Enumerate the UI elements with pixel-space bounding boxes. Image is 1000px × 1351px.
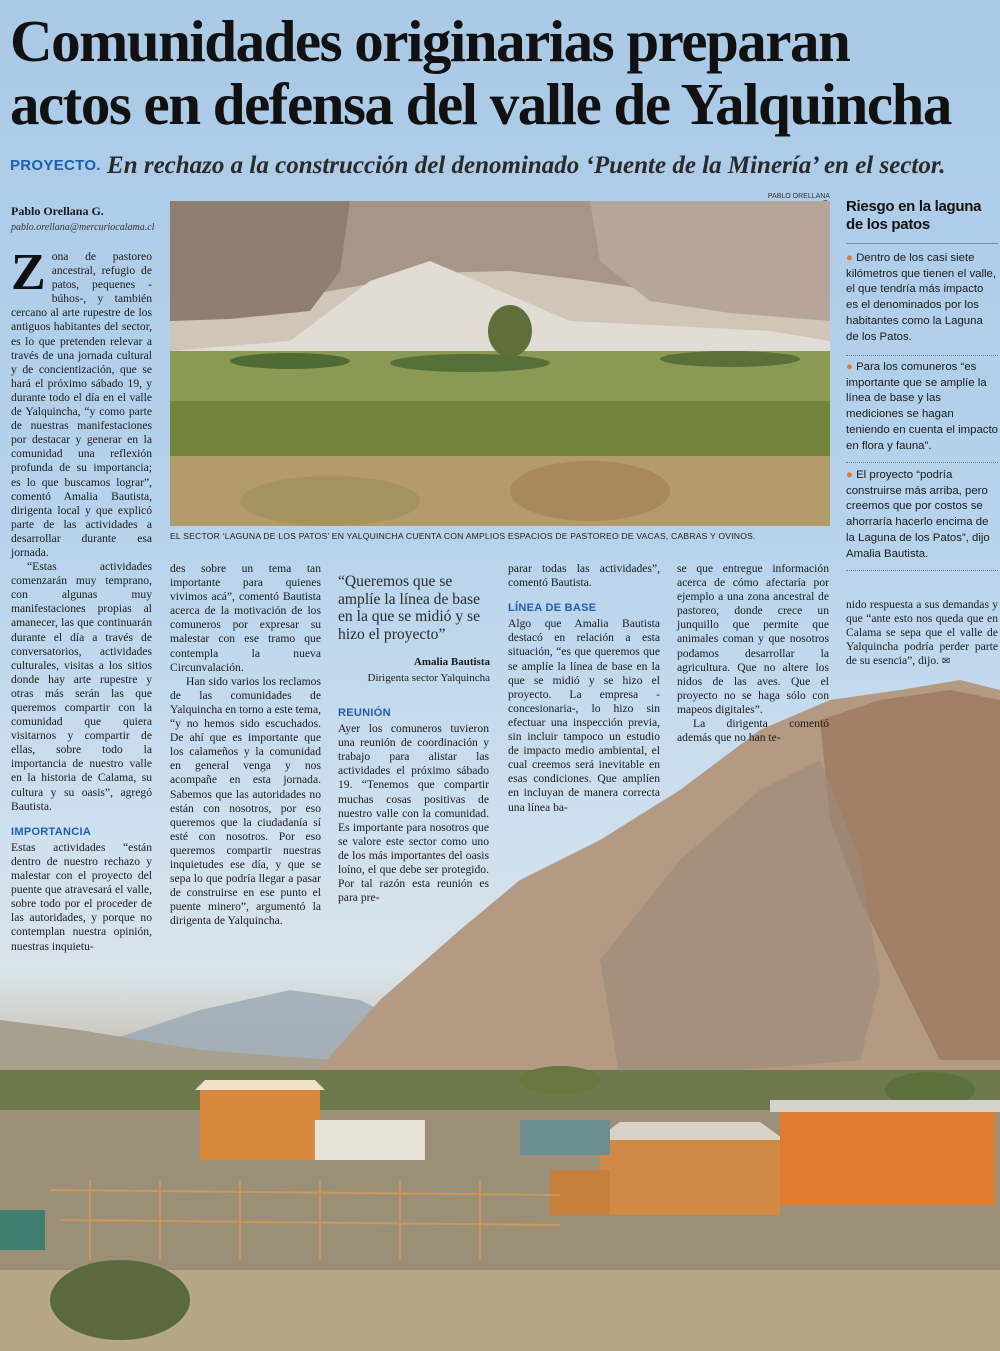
paragraph-6: Ayer los comuneros tuvieron una reunión de coordinación y trabajo para alistar las actividades el próximo sábado 19. “Tenemos que compartir muchas cosas positivas de nuestro valle con la comunidad. Es importante para nosotros que se valore este sector como uno de los más importantes del oasis loíno, el que debe ser protegido. Por tal razón esta reunión es para pre- <box>338 722 489 905</box>
paragraph-7: parar todas las actividades”, comentó Bautista. <box>508 562 660 590</box>
bullet-icon: ● <box>846 361 853 373</box>
section-heading-reunion: REUNIÓN <box>338 707 391 719</box>
article-column-4 <box>508 562 660 815</box>
article-column-1 <box>11 244 152 954</box>
section-heading-linea-de-base: LÍNEA DE BASE <box>508 602 597 615</box>
sidebar-separator <box>846 570 998 571</box>
pull-quote-role: Dirigenta sector Yalquincha <box>367 672 490 684</box>
paragraph-3: Estas actividades “están dentro de nuestro rechazo y malestar con el proyecto del puente que atravesará el valle, sobre todo por el proceder de las autoridades, y porque no contemplan nuestra opinión, nuestras inquietu- <box>11 840 152 953</box>
paragraph-9: se que entregue información acerca de cómo afectaría por ejemplo a una zona ancestral de pastoreo, donde crece un junquillo que permite que animales coman y que nosotros podamos desarrollar la agricultura. Que no altere los nidos de las aves. Que el proyecto no se haga sólo con mapeos digitales”. <box>677 562 829 716</box>
photo-credit: PABLO ORELLANA <box>767 193 830 200</box>
pull-quote: “Queremos que se amplíe la línea de base en la que se midió y se hizo el proyecto” <box>338 573 481 643</box>
article-column-5 <box>677 562 829 745</box>
paragraph-11: nido respuesta a sus demandas y que “ante esto nos queda que en Calama se sepa que el valle de Yalquincha podría perder parte de su esencia”, dijo. <box>846 598 998 668</box>
paragraph-1: ona de pastoreo ancestral, refugio de patos, pequenes -búhos-, y también cercano al arte rupestre de los antiguos habitantes del sector, es lo que pretenden relevar a través de una jornada cultural y de concientización, que se hará el próximo sábado 19, y durante todo el día en el valle de Yalquincha, “y como parte de nuestras manifestaciones por destacar y generar en la comunidad una reflexión profunda de su importancia; es lo que buscamos lograr”, comentó Amalia Bautista, dirigenta local y que explicó parte de las actividades a desarrollar durante esa jornada. <box>11 250 152 559</box>
sidebar-title: Riesgo en la laguna de los patos <box>846 198 982 233</box>
article-column-2 <box>170 562 321 928</box>
author-email: pablo.orellana@mercuriocalama.cl <box>11 222 155 233</box>
bullet-icon: ● <box>846 252 853 264</box>
bullet-icon: ● <box>846 469 853 481</box>
author-name: Pablo Orellana G. <box>11 204 104 218</box>
sidebar-item-text: Para los comuneros “es importante que se amplíe la línea de base y las mediciones se hagan teniendo en cuenta el impacto en flora y fauna”. <box>846 361 998 452</box>
article-column-6 <box>846 598 998 669</box>
sidebar-item <box>846 360 998 454</box>
subheadline <box>10 152 995 180</box>
subheadline-text: En rechazo a la construcción del denominado ‘Puente de la Minería’ en el sector. <box>107 152 946 179</box>
paragraph-4: des sobre un tema tan importante para quienes vivimos acá”, comentó Bautista acerca de la motivación de los comuneros por expresar su malestar con ese tramo que contempla la nueva Circunvalación. <box>170 562 321 674</box>
kicker-label: PROYECTO. <box>10 157 101 174</box>
sidebar-item <box>846 468 998 562</box>
sidebar-separator <box>846 355 998 356</box>
photo-caption: EL SECTOR ‘LAGUNA DE LOS PATOS’ EN YALQUINCHA CUENTA CON AMPLIOS ESPACIOS DE PASTOREO DE VACAS, CABRAS Y OVINOS. <box>170 531 756 541</box>
sidebar-separator <box>846 462 998 463</box>
laguna-de-los-patos-photo <box>170 201 830 526</box>
paragraph-5: Han sido varios los reclamos de las comunidades de Yalquincha en torno a este tema, “y no hemos sido escuchados. De ahí que es importante que los calameños y la comunidad en general venga y nos acompañe en esta jornada. Sabemos que las autoridades no están con nosotros, por eso queremos que la ciudadanía sí esté con nosotros. Por eso queremos compartir nuestras inquietudes ese día, y que se sepa lo que podría llegar a pasar de construirse en ese punto el puente minero”, argumentó la dirigenta de Yalquincha. <box>170 674 321 928</box>
headline <box>10 10 995 136</box>
sidebar-divider <box>846 243 998 244</box>
headline-line-2: actos en defensa del valle de Yalquincha <box>10 71 951 137</box>
article-column-3 <box>338 706 489 905</box>
drop-cap: Z <box>11 244 46 301</box>
section-heading-importancia: IMPORTANCIA <box>11 825 92 838</box>
end-mark-icon: ✉ <box>941 656 951 668</box>
paragraph-10: La dirigenta comentó además que no han te- <box>677 717 829 745</box>
paragraph-2: “Estas actividades comenzarán muy temprano, con algunas muy manifestaciones propias al amanecer, las que continuarán durante el día a través de conversatorios, actividades culturales, visitas a los sitios donde hay arte rupestre y otras más serán las que queremos compartir con la comunidad que quiera visitarnos y compartir de ellas, sobre todo la importancia de nuestro valle en la historia de Calama, su cultura y su oasis”, agregó Bautista. <box>11 560 152 813</box>
sidebar-item-text: Dentro de los casi siete kilómetros que tienen el valle, el que tendría más impacto es el denominados por los habitantes como la Laguna de los Patos. <box>846 252 997 343</box>
paragraph-8: Algo que Amalia Bautista destacó en relación a esta situación, “es que queremos que se amplíe la línea de base en la que se midió y se hizo el proyecto. La empresa -concesionaria-, lo hizo sin efectuar una inspección previa, sin incluir tampoco un estudio de impacto medio ambiental, el cual creemos será inevitable en esas condiciones. Que amplíen en incluyan de manera correcta una línea ba- <box>508 617 660 814</box>
sidebar-item <box>846 251 998 345</box>
sidebar-item-text: El proyecto “podría construirse más arriba, pero creemos que por costos se ahorraría hacerlo encima de la Laguna de los Patos”, dijo Amalia Bautista. <box>846 469 990 560</box>
pull-quote-name: Amalia Bautista <box>413 656 490 668</box>
headline-line-1: Comunidades originarias preparan <box>10 8 850 74</box>
